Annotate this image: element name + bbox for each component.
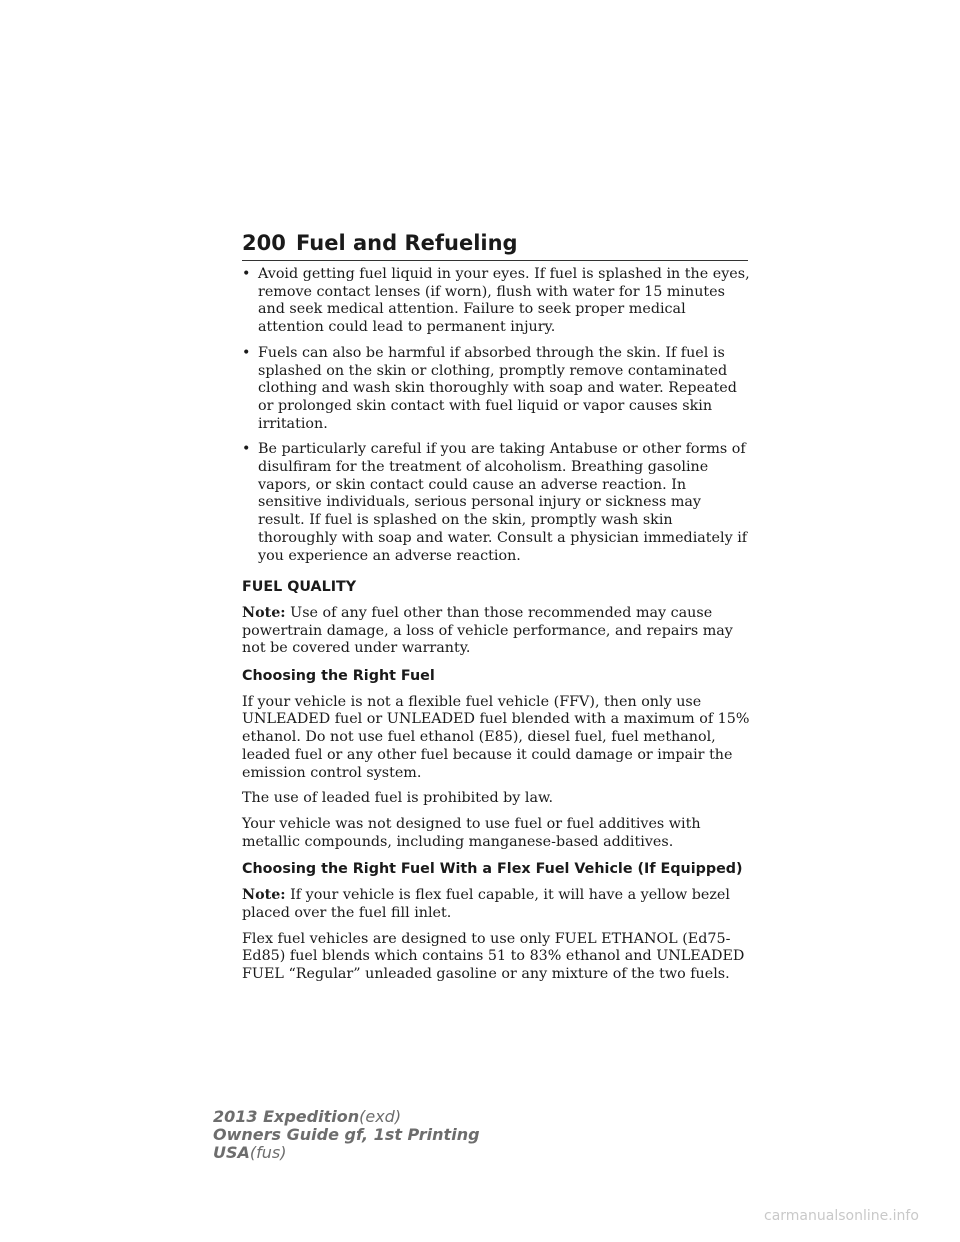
footer-line-region bbox=[213, 1144, 480, 1162]
bullet-item-skin bbox=[242, 345, 752, 434]
page-content bbox=[242, 266, 752, 992]
bullet-marker: • bbox=[242, 266, 251, 282]
note-label: Note: bbox=[242, 887, 286, 904]
warning-bullet-list bbox=[242, 266, 752, 565]
choosing-fuel-paragraph: If your vehicle is not a flexible fuel vehicle (FFV), then only use UNLEADED fuel or UNLEADED fuel blended with a maximum of 15% ethanol. Do not use fuel ethanol (E85), diesel fuel, fuel methanol, leaded fuel or any other fuel because it could damage or impair the emission control system. bbox=[242, 693, 750, 781]
fuel-quality-note bbox=[242, 605, 752, 658]
flex-fuel-heading: Choosing the Right Fuel With a Flex Fuel Vehicle (If Equipped) bbox=[242, 861, 743, 878]
footer-model: 2013 Expedition bbox=[213, 1107, 360, 1126]
header-divider bbox=[242, 260, 748, 261]
bullet-text: Fuels can also be harmful if absorbed through the skin. If fuel is splashed on the skin or clothing, promptly remove contaminated clothing and wash skin thoroughly with soap and water. Repeated or prolonged skin contact with fuel liquid or vapor causes skin irritation. bbox=[258, 344, 737, 432]
footer-line-model bbox=[213, 1108, 480, 1126]
bullet-item-antabuse bbox=[242, 441, 752, 565]
page-header bbox=[242, 228, 748, 262]
fuel-quality-heading: FUEL QUALITY bbox=[242, 579, 357, 596]
bullet-marker: • bbox=[242, 344, 251, 361]
flex-fuel-note bbox=[242, 887, 752, 922]
document-footer bbox=[213, 1108, 480, 1162]
bullet-item-eyes bbox=[242, 266, 752, 337]
additives-paragraph: Your vehicle was not designed to use fuel or fuel additives with metallic compounds, including manganese-based additives. bbox=[242, 815, 701, 850]
page-number: 200 bbox=[242, 231, 286, 255]
choosing-fuel-heading: Choosing the Right Fuel bbox=[242, 668, 435, 685]
footer-model-code: (exd) bbox=[359, 1107, 402, 1126]
footer-line-guide: Owners Guide gf, 1st Printing bbox=[213, 1125, 480, 1144]
section-title: Fuel and Refueling bbox=[296, 231, 518, 255]
site-watermark: carmanualsonline.info bbox=[764, 1208, 919, 1224]
bullet-text: Avoid getting fuel liquid in your eyes. If fuel is splashed in the eyes, remove contact lenses (if worn), flush with water for 15 minutes and seek medical attention. Failure to seek proper medical attention could lead to permanent injury. bbox=[258, 266, 750, 336]
note-text: If your vehicle is flex fuel capable, it will have a yellow bezel placed over the fuel fill inlet. bbox=[242, 887, 730, 921]
leaded-fuel-paragraph: The use of leaded fuel is prohibited by law. bbox=[242, 790, 554, 807]
note-label: Note: bbox=[242, 604, 286, 621]
bullet-text: Be particularly careful if you are taking Antabuse or other forms of disulfiram for the treatment of alcoholism. Breathing gasoline vapors, or skin contact could cause an adverse reaction. In sensitive individuals, serious personal injury or sickness may result. If fuel is splashed on the skin, promptly wash skin thoroughly with soap and water. Consult a physician immediately if you experience an adverse reaction. bbox=[258, 441, 748, 564]
footer-region-code: (fus) bbox=[249, 1143, 287, 1162]
bullet-marker: • bbox=[242, 441, 251, 458]
flex-fuel-paragraph: Flex fuel vehicles are designed to use only FUEL ETHANOL (Ed75-Ed85) fuel blends which contains 51 to 83% ethanol and UNLEADED FUEL “Regular” unleaded gasoline or any mixture of the two fuels. bbox=[242, 930, 745, 982]
note-text: Use of any fuel other than those recommended may cause powertrain damage, a loss of vehicle performance, and repairs may not be covered under warranty. bbox=[242, 604, 733, 657]
footer-region: USA bbox=[213, 1143, 250, 1162]
